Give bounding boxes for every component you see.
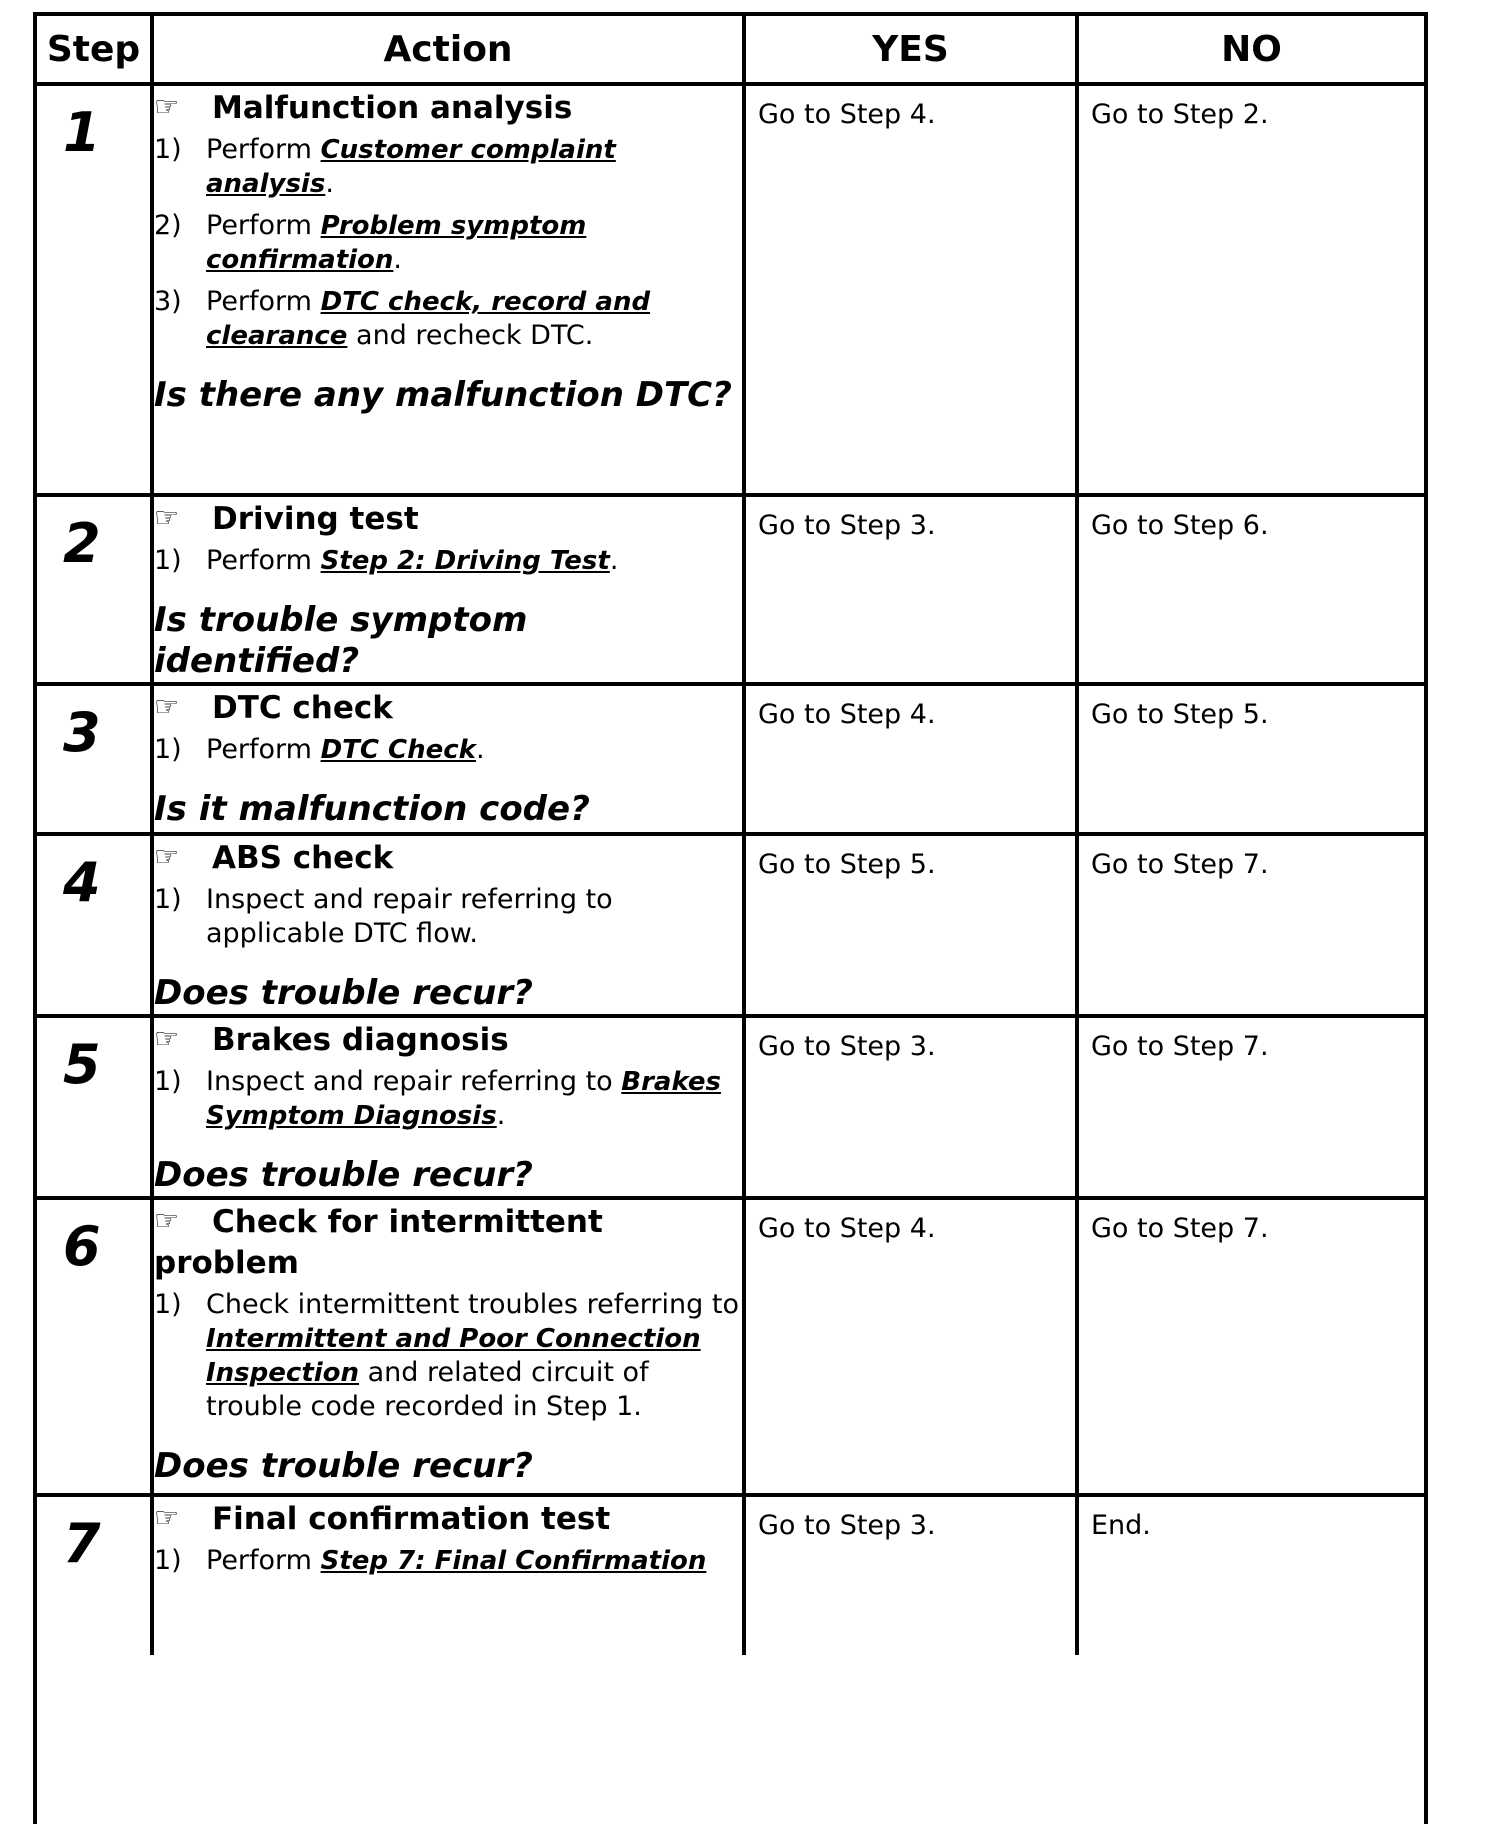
yes-cell [744, 1495, 1077, 1655]
step-number: 4 [63, 851, 101, 914]
no-result: Go to Step 7. [1091, 849, 1269, 880]
procedure-text: Perform [206, 286, 321, 317]
procedure-number: 1) [154, 884, 182, 915]
action-title [154, 686, 742, 729]
step-cell [37, 1495, 152, 1655]
no-result: End. [1091, 1510, 1151, 1541]
procedure-text: Perform [206, 1545, 321, 1576]
action-title-text: DTC check [212, 690, 393, 726]
no-cell [1077, 1198, 1424, 1495]
action-title-text: Driving test [212, 501, 419, 537]
procedure-item [154, 733, 742, 767]
no-result: Go to Step 5. [1091, 699, 1269, 730]
action-cell [152, 1198, 744, 1495]
procedure-list [154, 1065, 742, 1133]
step-number: 7 [63, 1512, 101, 1575]
procedure-item [154, 544, 742, 578]
procedure-item [154, 1544, 742, 1578]
step-number: 3 [63, 701, 101, 764]
procedure-number: 1) [154, 734, 182, 765]
step-number: 6 [63, 1215, 101, 1278]
procedure-text: Check intermittent troubles referring to [206, 1289, 739, 1320]
procedure-text: Perform [206, 734, 321, 765]
check-question: Is there any malfunction DTC? [154, 375, 732, 415]
action-cell [152, 684, 744, 834]
header-no: NO [1077, 16, 1424, 84]
step-cell [37, 1198, 152, 1495]
procedure-number: 1) [154, 545, 182, 576]
header-row [37, 16, 1424, 84]
step-row-1 [37, 84, 1424, 495]
reference-link[interactable]: Step 2: Driving Test [320, 546, 610, 576]
procedure-text-suffix: . [325, 168, 334, 199]
step-cell [37, 684, 152, 834]
pointing-hand-icon: ☞ [154, 690, 180, 723]
yes-result: Go to Step 4. [758, 99, 936, 130]
step-row-4 [37, 834, 1424, 1016]
reference-link[interactable]: DTC check, record and clearance [206, 287, 651, 351]
action-title [154, 1018, 742, 1061]
procedure-text-suffix: . [609, 545, 619, 576]
procedure-number: 3) [154, 286, 182, 317]
procedure-list [154, 1544, 742, 1578]
diagnostic-flow-table [37, 16, 1424, 1655]
procedure-text: Perform [206, 134, 321, 165]
procedure-text: Inspect and repair referring to [206, 1066, 622, 1097]
action-title [154, 497, 742, 540]
no-result: Go to Step 7. [1091, 1213, 1269, 1244]
no-result: Go to Step 6. [1091, 510, 1269, 541]
yes-result: Go to Step 4. [758, 699, 936, 730]
step-number: 2 [63, 512, 101, 575]
yes-cell [744, 1016, 1077, 1198]
no-cell [1077, 495, 1424, 684]
procedure-number: 1) [154, 1066, 182, 1097]
pointing-hand-icon: ☞ [154, 1022, 180, 1055]
no-cell [1077, 84, 1424, 495]
pointing-hand-icon: ☞ [154, 1501, 180, 1534]
check-question: Does trouble recur? [154, 1155, 533, 1195]
procedure-item [154, 285, 742, 353]
step-row-5 [37, 1016, 1424, 1198]
header-action: Action [152, 16, 744, 84]
action-title-text: Brakes diagnosis [212, 1022, 509, 1058]
reference-link[interactable]: Step 7: Final Confirmation [320, 1546, 707, 1576]
procedure-number: 1) [154, 134, 182, 165]
yes-result: Go to Step 3. [758, 510, 936, 541]
pointing-hand-icon: ☞ [154, 840, 180, 873]
check-question: Does trouble recur? [154, 1446, 533, 1486]
header-step: Step [37, 16, 152, 84]
check-question: Does trouble recur? [154, 973, 533, 1013]
reference-link[interactable]: Brakes Symptom Diagnosis [206, 1067, 721, 1131]
procedure-item [154, 1288, 742, 1424]
no-cell [1077, 684, 1424, 834]
action-cell [152, 84, 744, 495]
action-cell [152, 834, 744, 1016]
reference-link[interactable]: Customer complaint analysis [206, 135, 616, 199]
yes-cell [744, 834, 1077, 1016]
no-result: Go to Step 7. [1091, 1031, 1269, 1062]
procedure-text: Inspect and repair referring to applicable DTC flow. [206, 884, 613, 949]
yes-cell [744, 84, 1077, 495]
check-question: Is it malfunction code? [154, 789, 590, 829]
step-number: 1 [63, 101, 101, 164]
procedure-text: Perform [206, 545, 321, 576]
yes-result: Go to Step 4. [758, 1213, 936, 1244]
pointing-hand-icon: ☞ [154, 90, 180, 123]
no-result: Go to Step 2. [1091, 99, 1269, 130]
action-title [154, 836, 742, 879]
procedure-number: 1) [154, 1545, 182, 1576]
yes-cell [744, 495, 1077, 684]
step-row-7 [37, 1495, 1424, 1655]
action-cell [152, 495, 744, 684]
step-number: 5 [63, 1033, 101, 1096]
action-title-text: Check for intermittent problem [154, 1204, 603, 1281]
procedure-list [154, 883, 742, 951]
procedure-list [154, 544, 742, 578]
procedure-number: 2) [154, 210, 182, 241]
procedure-text: Perform [206, 210, 321, 241]
pointing-hand-icon: ☞ [154, 501, 180, 534]
yes-cell [744, 684, 1077, 834]
procedure-text-suffix: and related circuit of trouble code recorded in Step 1. [206, 1357, 649, 1422]
yes-result: Go to Step 3. [758, 1031, 936, 1062]
yes-result: Go to Step 3. [758, 1510, 936, 1541]
procedure-text-suffix: . [393, 244, 403, 275]
step-cell [37, 495, 152, 684]
yes-result: Go to Step 5. [758, 849, 936, 880]
procedure-item [154, 133, 742, 201]
no-cell [1077, 1016, 1424, 1198]
step-cell [37, 84, 152, 495]
action-title-text: ABS check [212, 840, 394, 876]
no-cell [1077, 834, 1424, 1016]
yes-cell [744, 1198, 1077, 1495]
procedure-number: 1) [154, 1289, 182, 1320]
procedure-text-suffix: and recheck DTC. [347, 320, 594, 351]
procedure-list [154, 1288, 742, 1424]
diagnostic-flow-sheet [33, 12, 1428, 1824]
procedure-list [154, 133, 742, 353]
check-question: Is trouble symptom identified? [154, 600, 528, 681]
action-title [154, 86, 742, 129]
reference-link[interactable]: Problem symptom confirmation [206, 211, 587, 275]
step-cell [37, 1016, 152, 1198]
action-title-text: Malfunction analysis [212, 90, 573, 126]
procedure-text-suffix: . [475, 734, 485, 765]
procedure-list [154, 733, 742, 767]
step-row-3 [37, 684, 1424, 834]
action-cell [152, 1016, 744, 1198]
action-cell [152, 1495, 744, 1655]
action-title [154, 1497, 742, 1540]
procedure-text-suffix: . [496, 1100, 506, 1131]
step-cell [37, 834, 152, 1016]
step-row-2 [37, 495, 1424, 684]
action-title-text: Final confirmation test [212, 1501, 611, 1537]
procedure-item [154, 209, 742, 277]
no-cell [1077, 1495, 1424, 1655]
step-row-6 [37, 1198, 1424, 1495]
header-yes: YES [744, 16, 1077, 84]
procedure-item [154, 883, 742, 951]
action-title [154, 1200, 742, 1284]
procedure-item [154, 1065, 742, 1133]
reference-link[interactable]: Intermittent and Poor Connection Inspection [206, 1324, 701, 1388]
reference-link[interactable]: DTC Check [320, 735, 476, 765]
pointing-hand-icon: ☞ [154, 1204, 180, 1237]
